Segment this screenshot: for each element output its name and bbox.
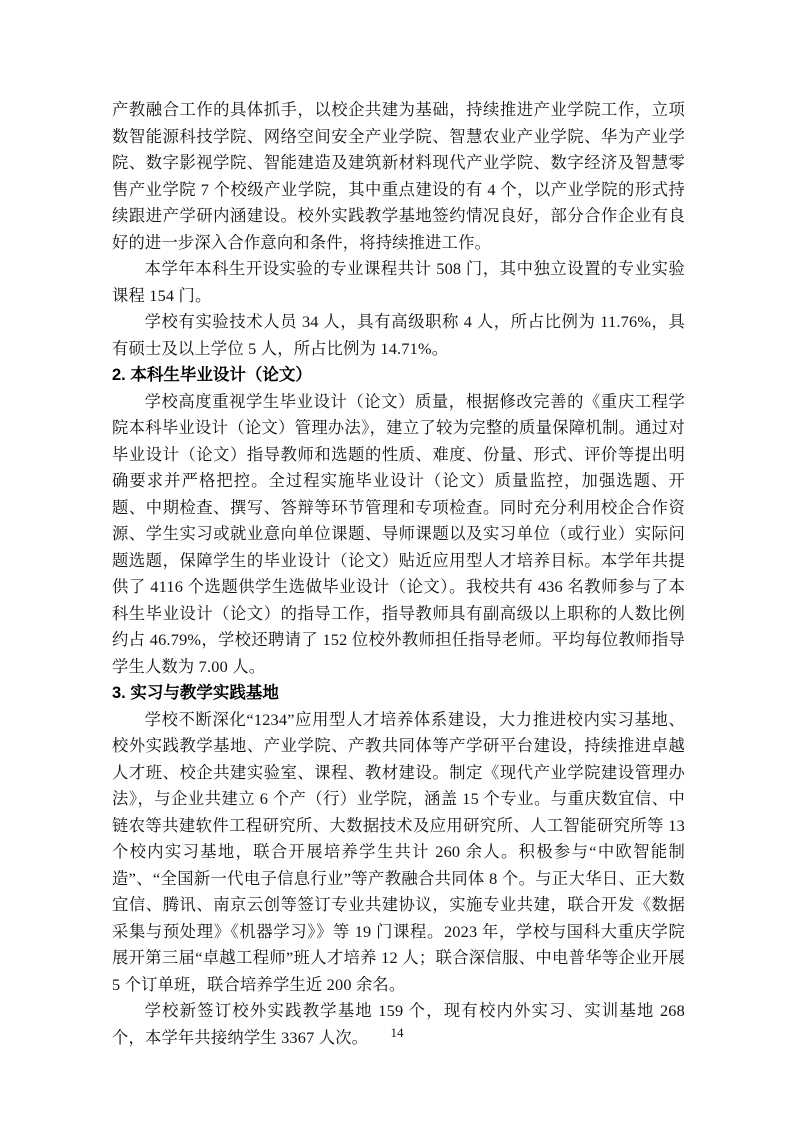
paragraph-lab-staff: 学校有实验技术人员 34 人，具有高级职称 4 人，所占比例为 11.76%，具有硕士及以上学位 5 人，所占比例为 14.71%。 (112, 312, 685, 358)
page-number: 14 (390, 1025, 404, 1040)
page-footer (0, 1024, 794, 1042)
paragraph-graduation-design: 学校高度重视学生毕业设计（论文）质量，根据修改完善的《重庆工程学院本科毕业设计（论文）管理办法》，建立了较为完整的质量保障机制。通过对毕业设计（论文）指导教师和选题的性质、难度、份量、形式、评价等提出明确要求并严格把控。全过程实施毕业设计（论文）质量监控，加强选题、开题、中期检查、撰写、答辩等环节管理和专项检查。同时充分利用校企合作资源、学生实习或就业意向单位课题、导师课题以及实习单位（或行业）实际问题选题，保障学生的毕业设计（论文）贴近应用型人才培养目标。本学年共提供了 4116 个选题供学生选做毕业设计（论文）。我校共有 436 名教师参与了本科生毕业设计（论文）的指导工作，指导教师具有副高级以上职称的人数比例约占 46.79%，学校还聘请了 152 位校外教师担任指导老师。平均每位教师指导学生人数为 7.00 人。 (112, 391, 685, 676)
paragraph-experiment-courses: 本学年本科生开设实验的专业课程共计 508 门，其中独立设置的专业实验课程 154 门。 (112, 259, 685, 305)
paragraph-new-bases: 学校新签订校外实践教学基地 159 个，现有校内外实习、实训基地 268 个，本学年共接纳学生 3367 人次。 (112, 1001, 685, 1047)
paragraph-continuation: 产教融合工作的具体抓手，以校企共建为基础，持续推进产业学院工作，立项数智能源科技学院、网络空间安全产业学院、智慧农业产业学院、华为产业学院、数字影视学院、智能建造及建筑新材料现代产业学院、数字经济及智慧零售产业学院 7 个校级产业学院，其中重点建设的有 4 个，以产业学院的形式持续跟进产学研内涵建设。校外实践教学基地签约情况良好，部分合作企业有良好的进一步深入合作意向和条件，将持续推进工作。 (112, 100, 685, 252)
paragraph-practice-platforms: 学校不断深化“1234”应用型人才培养体系建设，大力推进校内实习基地、校外实践教学基地、产业学院、产教共同体等产学研平台建设，持续推进卓越人才班、校企共建实验室、课程、教材建设。制定《现代产业学院建设管理办法》，与企业共建立 6 个产（行）业学院，涵盖 15 个专业。与重庆数宜信、中链农等共建软件工程研究所、大数据技术及应用研究所、人工智能研究所等 13 个校内实习基地，联合开展培养学生共计 260 余人。积极参与“中欧智能制造”、“全国新一代电子信息行业”等产教融合共同体 8 个。与正大华日、正大数宜信、腾讯、南京云创等签订专业共建协议，实施专业共建，联合开发《数据采集与预处理》《机器学习》》等 19 门课程。2023 年，学校与国科大重庆学院展开第三届“卓越工程师”班人才培养 12 人；联合深信服、中电普华等企业开展 5 个订单班，联合培养学生近 200 余名。 (112, 709, 685, 994)
section-heading-practice-bases: 3. 实习与教学实践基地 (112, 684, 279, 702)
section-heading-graduation-design: 2. 本科生毕业设计（论文） (112, 366, 312, 384)
page-body (112, 97, 685, 1051)
